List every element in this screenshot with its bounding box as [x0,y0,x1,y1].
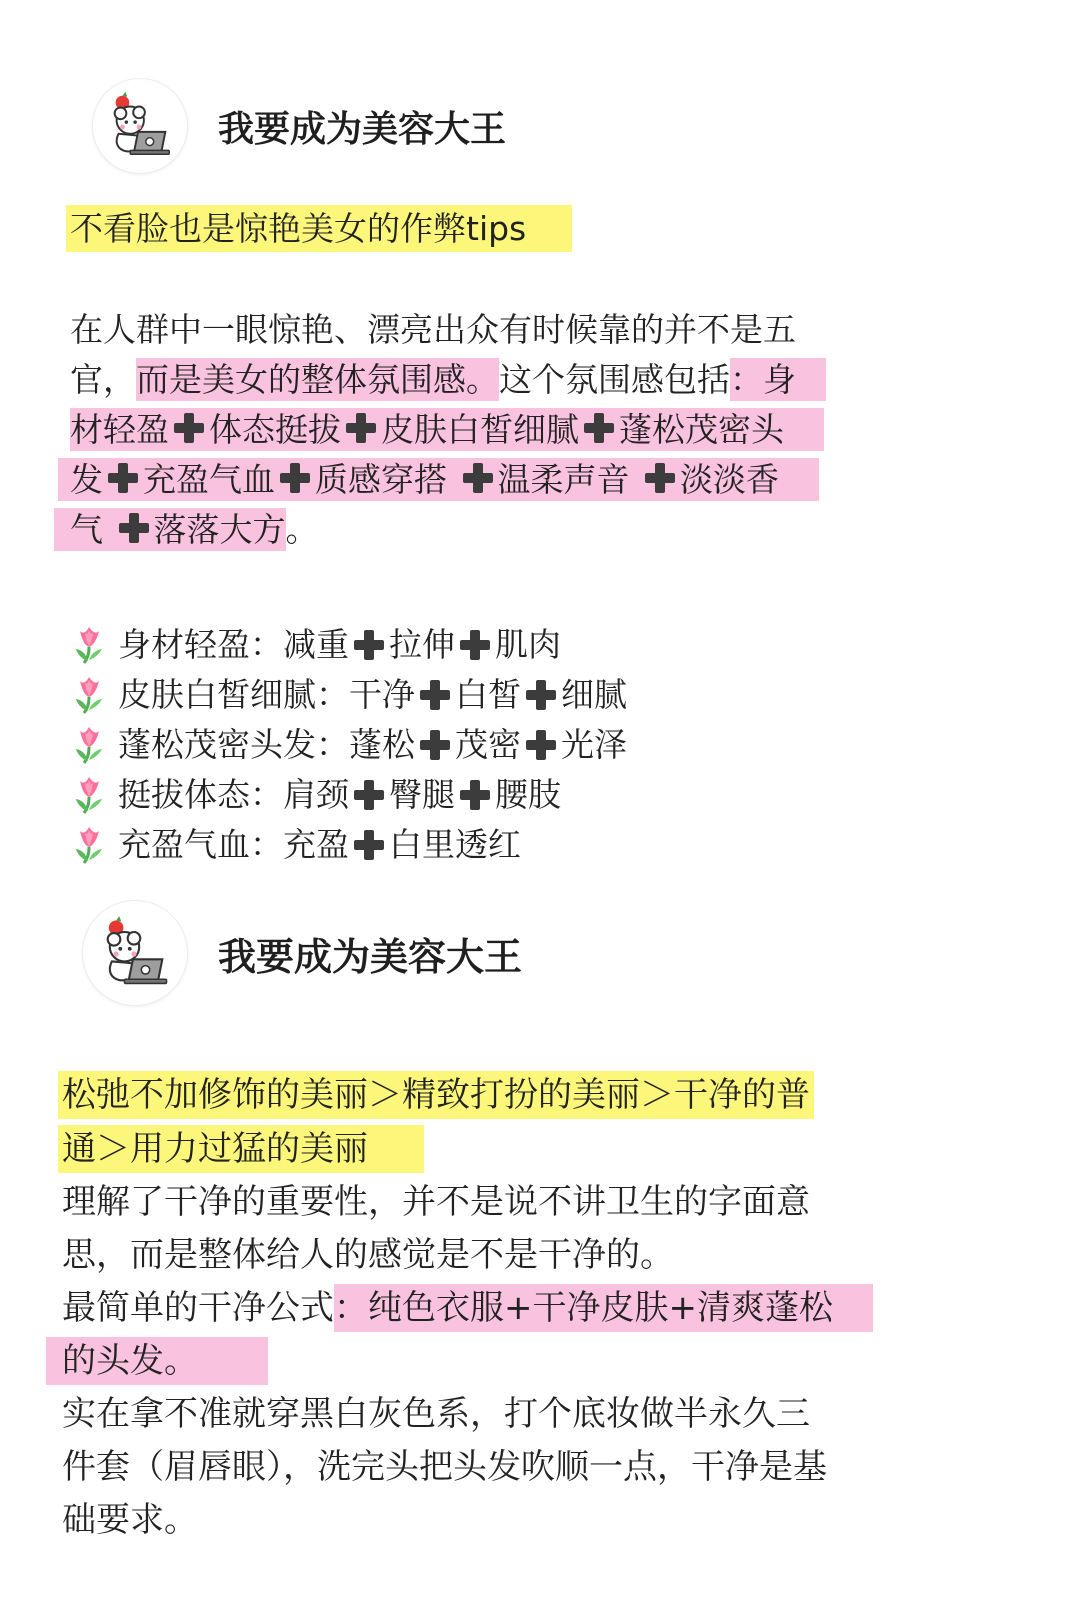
body-text: 理解了干净的重要性，并不是说不讲卫生的字面意 [62,1182,810,1222]
author-name[interactable]: 我要成为美容大王 [218,108,507,150]
tip-part: 蓬松 [349,725,415,764]
list-item [72,770,627,820]
tip-part: 干净 [349,675,415,714]
intro-text: 材轻盈 [70,410,169,449]
plus-icon [417,677,453,713]
post2-header [82,900,522,1006]
body-line [62,1441,873,1494]
intro-text: 这个氛围感包括 [499,360,730,399]
sheep-laptop-avatar-icon [101,87,179,165]
highlight-run [54,508,286,551]
plus-icon [343,410,379,446]
tip-part: 茂密 [455,725,521,764]
intro-line [70,405,826,455]
post2-headline [58,1068,814,1176]
body-text: 思，而是整体给人的感觉是不是干净的。 [62,1235,674,1275]
body-line [62,1176,873,1229]
headline-line [58,1068,814,1122]
tip-part: 白皙 [455,675,521,714]
tulip-icon [72,725,108,765]
tips-list [72,620,627,870]
plus-icon [457,777,493,813]
list-item [72,670,627,720]
body-line [62,1229,873,1282]
list-item [72,620,627,670]
tip-part: 白里透红 [389,825,521,864]
intro-text: 充盈气血 [143,460,275,499]
tip-part: 细腻 [561,675,627,714]
headline-line [58,1122,814,1176]
tip-label: 挺拔体态： [118,775,283,814]
post1-intro [70,305,826,555]
plus-icon [457,627,493,663]
tulip-icon [72,825,108,865]
tip-part: 肌肉 [495,625,561,664]
intro-text: 官， [70,360,136,399]
plus-icon [417,727,453,763]
author-name[interactable]: 我要成为美容大王 [218,934,523,979]
tip-part: 充盈 [283,825,349,864]
intro-text: 蓬松茂密头 [619,410,784,449]
highlight-text: ：身 [730,358,826,401]
avatar[interactable] [92,78,188,174]
plus-icon [351,627,387,663]
body-text: 最简单的干净公式 [62,1288,334,1328]
headline-text: 通＞用力过猛的美丽 [58,1125,424,1173]
tulip-icon [72,625,108,665]
body-text: 实在拿不准就穿黑白灰色系，打个底妆做半永久三 [62,1394,810,1434]
plus-icon [116,510,152,546]
plus-icon [351,777,387,813]
tip-label: 蓬松茂密头发： [118,725,349,764]
intro-text: 皮肤白皙细腻 [381,410,579,449]
list-item [72,720,627,770]
plus-icon [523,677,559,713]
intro-text: 质感穿搭 [315,460,458,499]
tip-part: 臀腿 [389,775,455,814]
plus-icon [277,460,313,496]
plus-icon [351,827,387,863]
highlight-run [58,458,819,501]
intro-text: 落落大方 [153,510,286,549]
headline-text: 松弛不加修饰的美丽＞精致打扮的美丽＞干净的普 [58,1071,814,1119]
tip-label: 充盈气血： [118,825,283,864]
intro-line [58,455,826,505]
highlight-run [70,408,824,451]
intro-text: 在人群中一眼惊艳、漂亮出众有时候靠的并不是五 [70,310,796,349]
plus-icon [523,727,559,763]
body-line [46,1335,873,1388]
post-title: 不看脸也是惊艳美女的作弊tips [66,205,572,252]
intro-line [70,355,826,405]
tip-part: 肩颈 [283,775,349,814]
tip-part: 拉伸 [389,625,455,664]
body-line [62,1388,873,1441]
intro-line [54,505,826,555]
post2-body [62,1176,873,1547]
intro-text: 体态挺拔 [209,410,341,449]
tulip-icon [72,675,108,715]
post1-title-block [70,206,572,252]
highlight-text: ：纯色衣服+干净皮肤+清爽蓬松 [334,1284,873,1332]
highlight-text: 的头发。 [46,1337,268,1385]
avatar[interactable] [82,900,188,1006]
body-line [62,1282,873,1335]
post1-header [92,78,506,174]
plus-icon [642,460,678,496]
body-line [62,1494,873,1547]
plus-icon [171,410,207,446]
intro-text: 淡淡香 [680,460,779,499]
intro-text: 发 [70,460,103,499]
plus-icon [460,460,496,496]
intro-text: 温柔声音 [497,460,640,499]
tip-part: 减重 [283,625,349,664]
tip-part: 光泽 [561,725,627,764]
plus-icon [581,410,617,446]
highlight-text: 而是美女的整体氛围感。 [136,360,499,399]
intro-text: 气 [70,510,114,549]
plus-icon [105,460,141,496]
list-item [72,820,627,870]
tip-label: 皮肤白皙细腻： [118,675,349,714]
tip-part: 腰肢 [495,775,561,814]
tip-label: 身材轻盈： [118,625,283,664]
tulip-icon [72,775,108,815]
intro-text: 。 [285,510,319,549]
intro-line [70,305,826,355]
body-text: 件套（眉唇眼），洗完头把头发吹顺一点，干净是基 [62,1447,827,1487]
sheep-laptop-avatar-icon [93,911,177,995]
body-text: 础要求。 [62,1500,198,1540]
